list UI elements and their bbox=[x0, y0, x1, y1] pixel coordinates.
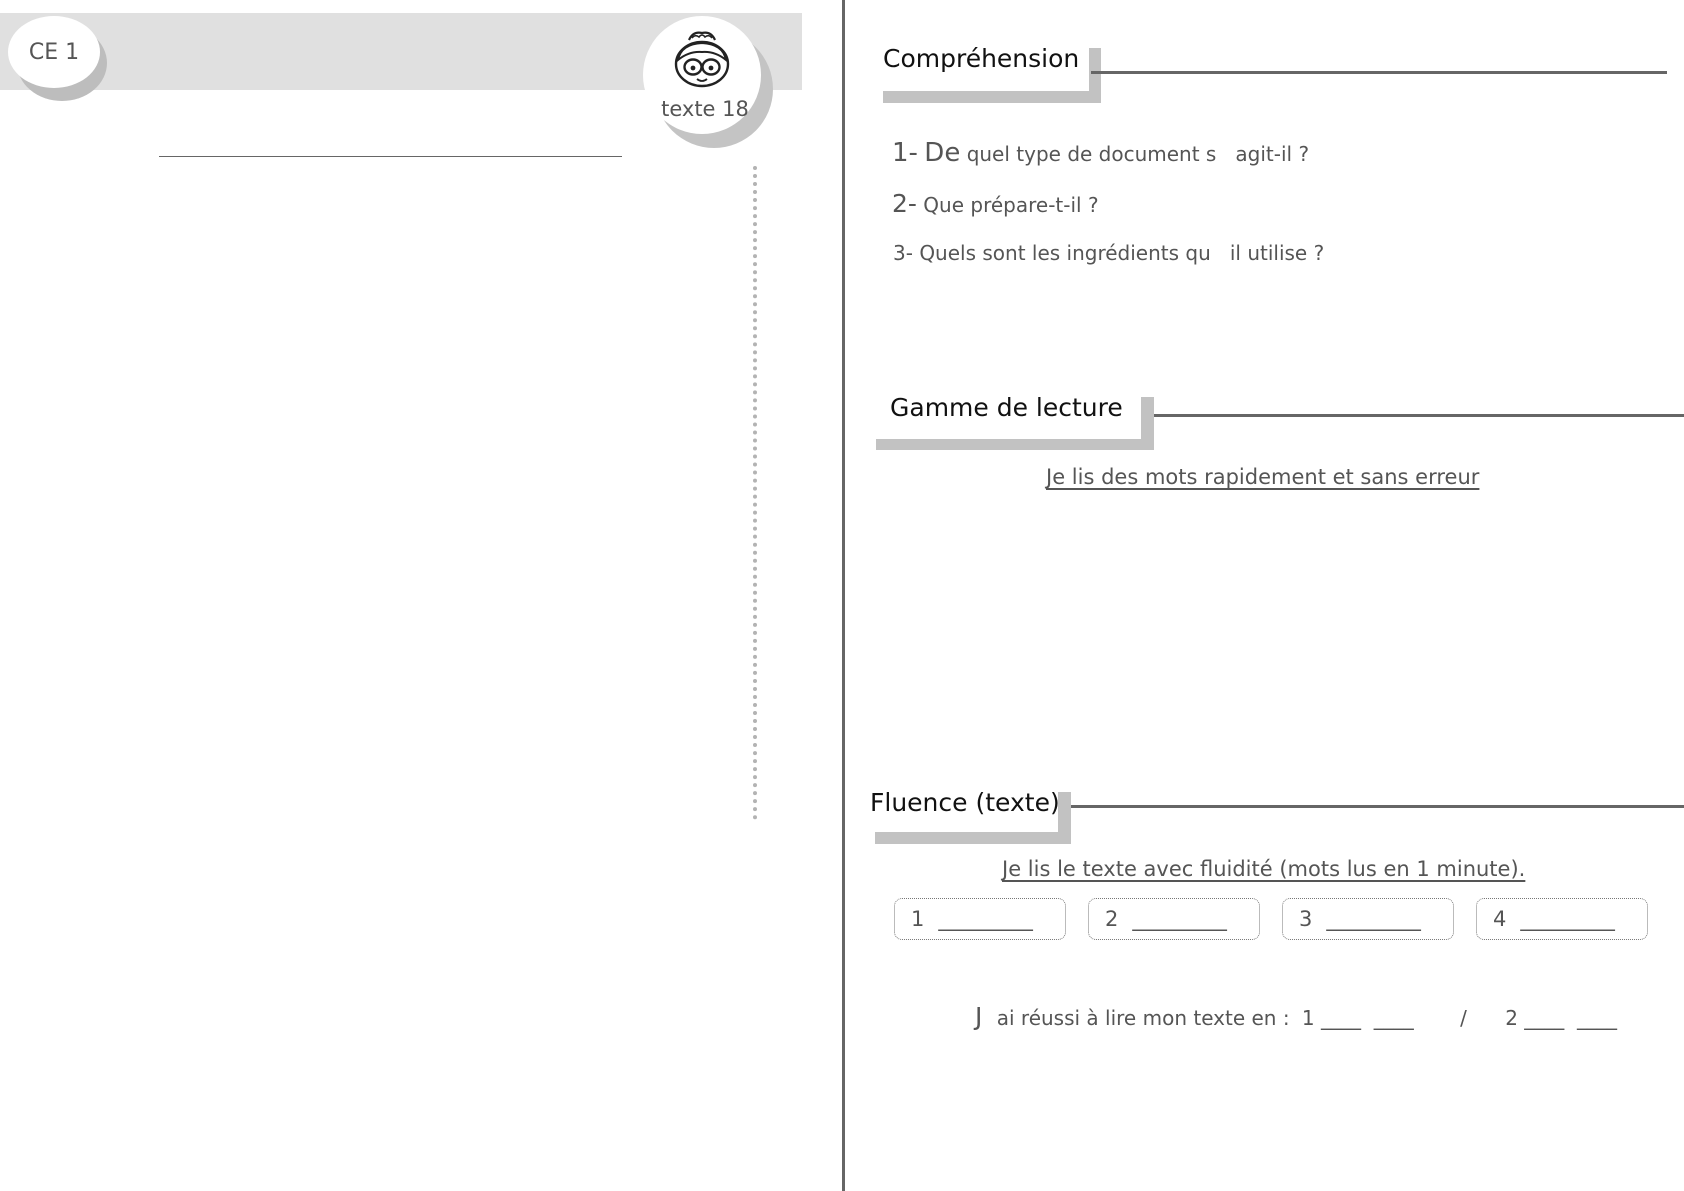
title-write-line bbox=[159, 156, 622, 157]
question-3-text: Quels sont les ingrédients qu il utilise ? bbox=[919, 241, 1325, 265]
gamme-instruction: Je lis des mots rapidement et sans erreur bbox=[1046, 465, 1480, 489]
text-number-label: texte 18 bbox=[661, 97, 749, 121]
question-1-number: 1- bbox=[892, 138, 918, 168]
result-attempt-2[interactable]: 2 ____ ____ bbox=[1505, 1006, 1617, 1030]
question-2-text: Que prépare-t-il ? bbox=[923, 193, 1099, 217]
fluence-box-4-blank: _________ bbox=[1520, 907, 1615, 931]
comprehension-heading: Compréhension bbox=[883, 44, 1080, 73]
fluence-box-1-blank: _________ bbox=[938, 907, 1033, 931]
fluence-box-3[interactable] bbox=[1282, 898, 1454, 940]
dotted-separator bbox=[753, 166, 757, 820]
result-separator: / bbox=[1460, 1006, 1467, 1030]
result-prefix: J bbox=[975, 1002, 983, 1031]
fluence-box-2-number: 2 bbox=[1105, 907, 1119, 931]
fluence-heading: Fluence (texte) bbox=[870, 788, 1060, 817]
fluence-box-4-number: 4 bbox=[1493, 907, 1507, 931]
fluence-box-3-number: 3 bbox=[1299, 907, 1313, 931]
question-2-number: 2- bbox=[892, 189, 917, 218]
question-1 bbox=[892, 138, 1309, 168]
page-fold-line bbox=[842, 0, 845, 1191]
girl-with-glasses-icon bbox=[665, 28, 739, 92]
question-1-lead: De bbox=[924, 138, 961, 168]
question-3 bbox=[893, 241, 1324, 265]
comprehension-rule bbox=[1091, 71, 1667, 74]
gamme-heading: Gamme de lecture bbox=[890, 393, 1123, 422]
result-attempt-1[interactable]: 1 ____ ____ bbox=[1301, 1006, 1414, 1030]
result-text: ai réussi à lire mon texte en : bbox=[996, 1006, 1290, 1030]
gamme-rule bbox=[1154, 414, 1684, 417]
fluence-box-2[interactable] bbox=[1088, 898, 1260, 940]
fluence-instruction: Je lis le texte avec fluidité (mots lus en 1 minute). bbox=[1002, 857, 1526, 881]
fluence-rule bbox=[1071, 805, 1684, 808]
level-badge bbox=[8, 16, 100, 88]
fluence-box-3-blank: _________ bbox=[1326, 907, 1421, 931]
fluence-box-4[interactable] bbox=[1476, 898, 1648, 940]
level-label: CE 1 bbox=[28, 39, 80, 65]
fluence-box-1[interactable] bbox=[894, 898, 1066, 940]
question-3-number: 3- bbox=[893, 241, 913, 265]
fluence-box-1-number: 1 bbox=[911, 907, 925, 931]
question-2 bbox=[892, 189, 1099, 218]
fluence-box-2-blank: _________ bbox=[1132, 907, 1227, 931]
question-1-text: quel type de document s agit-il ? bbox=[966, 142, 1310, 166]
fluence-result-line bbox=[975, 1002, 1617, 1031]
